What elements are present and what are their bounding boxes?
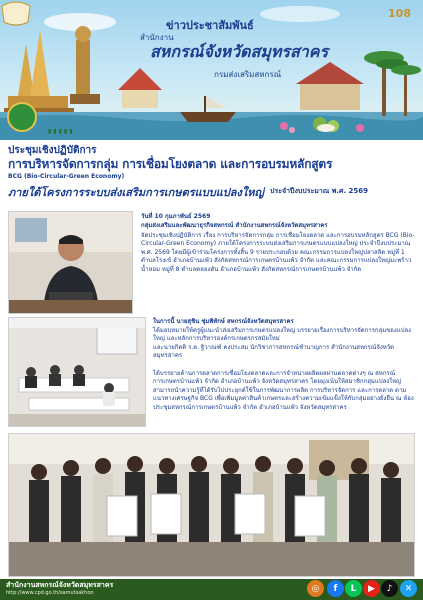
headline-project: ภายใต้โครงการระบบส่งเสริมการเกษตรแบบแปลงใหญ่ (8, 186, 264, 199)
line-icon[interactable]: L (345, 580, 362, 597)
headline-main: การบริหารจัดการกลุ่ม การเชื่อมโยงตลาด และการอบรมหลักสูตร (8, 157, 333, 171)
news-label: ข่าวประชาสัมพันธ์ (166, 19, 254, 32)
anniversary-badge-icon (0, 0, 32, 26)
footer-url[interactable]: http://www.cpd.go.th/samutsakhon (6, 590, 94, 596)
department-label: กรมส่งเสริมสหกรณ์ (214, 70, 282, 79)
office-label: สำนักงาน (140, 33, 174, 42)
meeting-room-photo (8, 317, 146, 427)
headline-bcg: BCG (Bio-Circular-Green Economy) (8, 173, 125, 180)
logo-strip: ▮▮▮▮▮ (48, 128, 75, 135)
article-organizer: กลุ่มส่งเสริมและพัฒนาธุรกิจสหกรณ์ สำนักงานสหกรณ์จังหวัดสมุทรสาคร (141, 222, 328, 229)
footer-office-name: สำนักงานสหกรณ์จังหวัดสมุทรสาคร (6, 581, 114, 589)
headline-fiscal-year: ประจำปีงบประมาณ พ.ศ. 2569 (270, 187, 369, 195)
office-title: สหกรณ์จังหวัดสมุทรสาคร (150, 42, 329, 61)
x-icon[interactable]: ✕ (400, 580, 417, 597)
youtube-icon[interactable]: ▶ (363, 580, 380, 597)
group-photo (8, 433, 415, 577)
event-type: ประชุมเชิงปฏิบัติการ (8, 145, 97, 156)
facebook-icon[interactable]: f (327, 580, 344, 597)
header-banner (0, 0, 423, 140)
article-paragraph-1: จัดประชุมเชิงปฏิบัติการ เรื่อง การบริหารจัดการกลุ่ม การเชื่อมโยงตลาด และการอบรมหลักสูตร BCG (Bio-Circular-Green Economy) ภายใต้โครงการระบบส่งเสริมการเกษตรแบบแปลงใหญ่ ประจำปีงบประมาณ พ.ศ. 2569 โดยมีผู้เข้าร่วมโครงการทั้งสิ้น 9 รายประกอบด้วย คณะกรรมการแปลงใหญ่ปลาสลิด หมู่ที่ 1 ตำบลโรงเข้ อำเภอบ้านแพ้ว สังกัดสหกรณ์การเกษตรบ้านแพ้ว จำกัด และคณะกรรมการแปลงใหญ่มะพร้าวน้ำหอม หมู่ที่ 8 ตำบลคลองตัน อำเภอบ้านแพ้ว สังกัดสหกรณ์การเกษตรบ้านแพ้ว จำกัด (141, 232, 415, 273)
speaker-photo (8, 211, 133, 314)
article-speaker: ในการนี้ นายสุชิน ชุ่มพิทักษ์ สหกรณ์จังหวัดสมุทรสาคร (153, 318, 294, 325)
article-date: วันที่ 10 กุมภาพันธ์ 2569 (141, 213, 211, 220)
anniversary-number: 108 (388, 7, 411, 20)
tiktok-icon[interactable]: ♪ (381, 580, 398, 597)
article-paragraph-3: และนายกิตติ ร.ต. ฐิวาณฑ์ คงประสม นักวิชาการสหกรณ์ชำนาญการ สำนักงานสหกรณ์จังหวัดสมุทรสาคร (153, 344, 394, 360)
cooperative-logo-icon (7, 102, 37, 132)
article-paragraph-2: ได้มอบหมายให้ครูผู้แนะนำส่งเสริมการเกษตรแปลงใหญ่ บรรยายเรื่องการบริหารจัดการกลุ่มของแปลงใหญ่ และหลักการบริหารองค์กรเกษตรกรสมัยใหม่ (153, 327, 412, 343)
share-icon[interactable]: ◎ (307, 580, 324, 597)
article-paragraph-4: ได้บรรยายด้านการตลาดการเชื่อมโยงตลาดและการจำหน่ายผลิตผลผ่านตลาดต่างๆ ณ สหกรณ์การเกษตรบ้านแพ้ว จำกัด อำเภอบ้านแพ้ว จังหวัดสมุทรสาคร โดยมุ่งเน้นให้สมาชิกกลุ่มแปลงใหญ่สามารถนำความรู้ที่ได้รับไปประยุกต์ใช้ในการพัฒนาการผลิต การบริหารจัดการ และการตลาด ตามแนวทางเศรษฐกิจ BCG เพื่อเพิ่มมูลค่าสินค้าเกษตรและสร้างความเข้มแข็งให้กับกลุ่มอย่างยั่งยืน ณ ห้องประชุมสหกรณ์การเกษตรบ้านแพ้ว จำกัด อำเภอบ้านแพ้ว จังหวัดสมุทรสาคร (153, 370, 414, 411)
